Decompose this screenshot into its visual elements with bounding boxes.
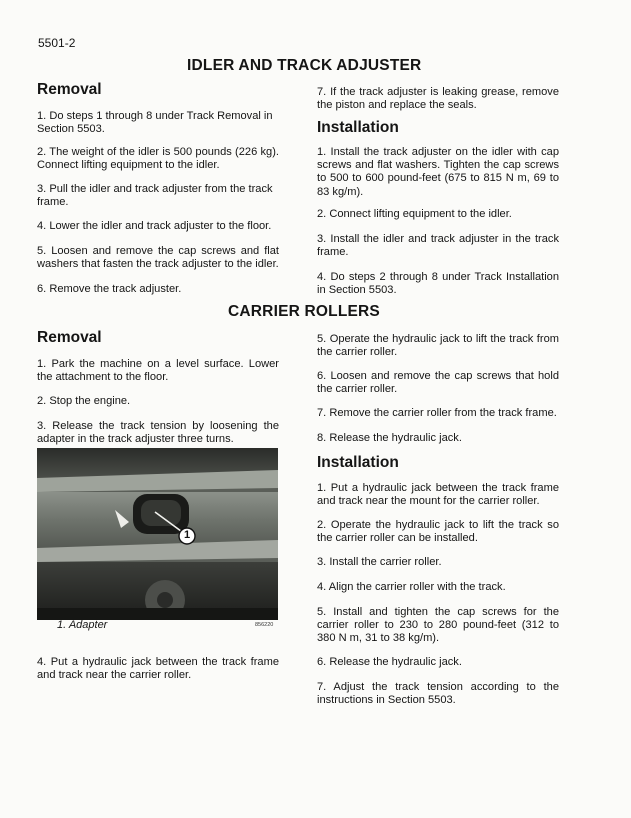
installation-heading-idler: Installation <box>317 119 399 136</box>
carrier-removal-step-5: 5. Operate the hydraulic jack to lift the track from the carrier roller. <box>317 333 559 359</box>
carrier-removal-step-1: 1. Park the machine on a level surface. Lower the attachment to the floor. <box>37 358 279 384</box>
carrier-install-step-7: 7. Adjust the track tension according to the instructions in Section 5503. <box>317 681 559 707</box>
carrier-install-step-4: 4. Align the carrier roller with the track. <box>317 581 506 593</box>
carrier-install-step-1: 1. Put a hydraulic jack between the track frame and track near the mount for the carrier roller. <box>317 482 559 508</box>
removal-heading-carrier: Removal <box>37 329 102 346</box>
carrier-install-step-3: 3. Install the carrier roller. <box>317 556 442 568</box>
carrier-removal-step-3: 3. Release the track tension by loosening the adapter in the track adjuster three turns. <box>37 420 279 446</box>
idler-install-step-3: 3. Install the idler and track adjuster in the track frame. <box>317 233 559 259</box>
section-title-carrier: CARRIER ROLLERS <box>228 303 380 320</box>
figure-number: 856220 <box>255 622 274 628</box>
carrier-removal-step-7: 7. Remove the carrier roller from the track frame. <box>317 407 557 419</box>
idler-removal-step-5: 5. Loosen and remove the cap screws and flat washers that fasten the track adjuster to the idler. <box>37 245 279 271</box>
carrier-removal-step-2: 2. Stop the engine. <box>37 395 131 407</box>
idler-removal-step-6: 6. Remove the track adjuster. <box>37 283 182 295</box>
adapter-photo <box>37 448 278 620</box>
figure-caption: 1. Adapter <box>57 619 108 631</box>
callout-number: 1 <box>183 529 191 541</box>
adapter-photo-illustration <box>37 448 278 620</box>
removal-heading-idler: Removal <box>37 81 102 98</box>
carrier-install-step-6: 6. Release the hydraulic jack. <box>317 656 462 668</box>
idler-removal-step-7: 7. If the track adjuster is leaking grease, remove the piston and replace the seals. <box>317 86 559 112</box>
carrier-removal-step-8: 8. Release the hydraulic jack. <box>317 432 462 444</box>
idler-removal-step-3: 3. Pull the idler and track adjuster from the track frame. <box>37 183 273 209</box>
carrier-removal-step-4: 4. Put a hydraulic jack between the track frame and track near the carrier roller. <box>37 656 279 682</box>
installation-heading-carrier: Installation <box>317 454 399 471</box>
idler-install-step-4: 4. Do steps 2 through 8 under Track Installation in Section 5503. <box>317 271 559 297</box>
idler-install-step-1: 1. Install the track adjuster on the idler with cap screws and flat washers. Tighten the cap screws to 500 to 600 pound-feet (675 to 815 N m, 69 to 83 kg/m). <box>317 146 559 198</box>
page-number: 5501-2 <box>38 36 76 50</box>
idler-install-step-2: 2. Connect lifting equipment to the idler. <box>317 208 512 220</box>
carrier-install-step-5: 5. Install and tighten the cap screws for the carrier roller to 230 to 280 pound-feet (312 to 380 N m, 31 to 38 kg/m). <box>317 606 559 645</box>
carrier-install-step-2: 2. Operate the hydraulic jack to lift the track so the carrier roller can be installed. <box>317 519 559 545</box>
idler-removal-step-2: 2. The weight of the idler is 500 pounds (226 kg). Connect lifting equipment to the idler. <box>37 146 279 172</box>
section-title-idler: IDLER AND TRACK ADJUSTER <box>187 57 422 74</box>
idler-removal-step-1: 1. Do steps 1 through 8 under Track Removal in Section 5503. <box>37 110 273 136</box>
carrier-removal-step-6: 6. Loosen and remove the cap screws that hold the carrier roller. <box>317 370 559 396</box>
idler-removal-step-4: 4. Lower the idler and track adjuster to the floor. <box>37 220 272 232</box>
